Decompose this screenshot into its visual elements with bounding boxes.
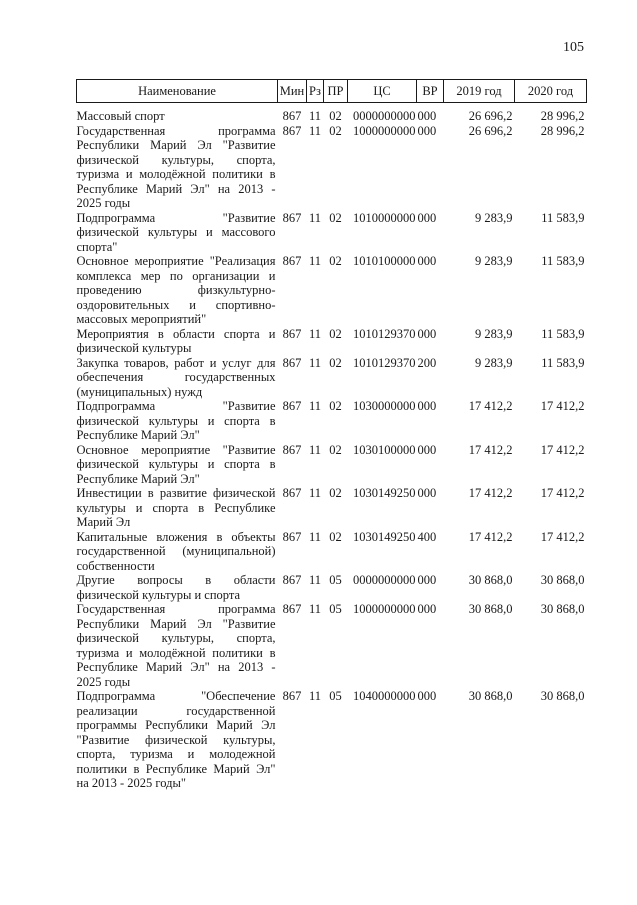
row-min: 867 [282,486,302,500]
row-min: 867 [282,326,302,341]
row-min: 867 [282,602,302,616]
row-name: Государственная программа Республики Марий Эл "Развитие физической культуры, спорта, туризма и молодёжной политики в Республике Марий Эл" на 2013 - 2025 годы [76,602,276,689]
row-pr: 02 [329,254,342,268]
row-name: Мероприятия в области спорта и физической культуры [76,326,276,355]
header-name: Наименование [77,80,278,103]
row-2019: 17 412,2 [468,442,513,457]
table-row [77,573,587,602]
row-rz: 11 [308,326,322,341]
row-cs: 1030149250 [353,486,416,500]
row-vr: 000 [417,689,437,703]
row-vr: 000 [417,399,437,413]
row-pr: 02 [329,210,342,225]
row-cs: 1000000000 [353,602,416,616]
header-pr: ПР [324,80,348,103]
row-rz: 11 [308,109,322,123]
row-rz: 11 [308,689,322,703]
table-row [77,211,587,255]
row-2020: 30 868,0 [540,689,585,703]
row-min: 867 [282,689,302,703]
table-row [77,124,587,211]
row-name: Другие вопросы в области физической культуры и спорта [76,573,276,602]
table-row [77,530,587,574]
row-name: Государственная программа Республики Марий Эл "Развитие физической культуры, спорта, туризма и молодёжной политики в Республике Марий Эл" на 2013 - 2025 годы [76,123,276,210]
row-rz: 11 [308,529,322,544]
row-cs: 0000000000 [353,573,416,587]
row-2019: 9 283,9 [475,355,513,370]
row-rz: 11 [308,210,322,225]
row-name: Основное мероприятие "Реализация комплекса мер по организации и проведению физкультурно-оздоровительных и спортивно-массовых мероприятий" [76,254,276,326]
row-pr: 02 [329,355,342,370]
row-min: 867 [282,109,302,123]
row-cs: 0000000000 [353,109,416,123]
row-2019: 17 412,2 [468,529,513,544]
row-cs: 1010100000 [353,254,416,268]
row-vr: 000 [417,602,437,616]
row-2020: 17 412,2 [540,442,585,457]
row-pr: 02 [329,529,342,544]
row-rz: 11 [308,355,322,370]
row-2019: 17 412,2 [468,399,513,413]
row-rz: 11 [308,254,322,268]
table-row [77,602,587,689]
page-number: 105 [563,40,584,55]
row-rz: 11 [308,399,322,413]
table-row [77,254,587,327]
row-min: 867 [282,442,302,457]
row-pr: 02 [329,326,342,341]
header-cs: ЦС [348,80,417,103]
row-min: 867 [282,529,302,544]
row-2020: 17 412,2 [540,399,585,413]
row-name: Подпрограмма "Обеспечение реализации государственной программы Республики Марий Эл "Развитие физической культуры, спорта, туризма и молодежной политики в Республике Марий Эл" на 2013 - 2025 годы" [76,689,276,790]
row-rz: 11 [308,442,322,457]
row-rz: 11 [308,123,322,138]
row-pr: 02 [329,123,342,138]
row-2020: 30 868,0 [540,602,585,616]
row-min: 867 [282,210,302,225]
row-2019: 30 868,0 [468,689,513,703]
row-vr: 400 [417,529,437,544]
row-cs: 1010129370 [353,326,416,341]
row-2019: 9 283,9 [475,254,513,268]
row-cs: 1010129370 [353,355,416,370]
row-pr: 05 [329,573,342,587]
row-name: Капитальные вложения в объекты государственной (муниципальной) собственности [76,529,276,573]
row-vr: 000 [417,123,437,138]
table-row [77,103,587,124]
row-min: 867 [282,573,302,587]
row-cs: 1030149250 [353,529,416,544]
row-vr: 000 [417,109,437,123]
row-2019: 30 868,0 [468,602,513,616]
row-min: 867 [282,123,302,138]
row-name: Инвестиции в развитие физической культуры и спорта в Республике Марий Эл [76,486,276,529]
table-row [77,327,587,356]
row-cs: 1010000000 [353,210,416,225]
row-pr: 05 [329,602,342,616]
row-vr: 000 [417,254,437,268]
row-2020: 17 412,2 [540,529,585,544]
row-vr: 000 [417,210,437,225]
row-2019: 9 283,9 [475,210,513,225]
row-pr: 02 [329,109,342,123]
row-name: Основное мероприятие "Развитие физической культуры и спорта в Республике Марий Эл" [76,442,276,486]
row-cs: 1030000000 [353,399,416,413]
table-row [77,356,587,400]
row-name: Массовый спорт [76,109,165,123]
row-2019: 26 696,2 [468,109,513,123]
row-vr: 200 [417,355,437,370]
budget-table [76,79,587,791]
row-name: Подпрограмма "Развитие физической культуры и массового спорта" [76,210,276,254]
row-2019: 9 283,9 [475,326,513,341]
row-2020: 11 583,9 [541,355,585,370]
header-2020: 2020 год [515,80,587,103]
row-vr: 000 [417,573,437,587]
row-rz: 11 [308,486,322,500]
header-2019: 2019 год [444,80,515,103]
row-cs: 1040000000 [353,689,416,703]
header-vr: ВР [417,80,444,103]
table-row [77,399,587,443]
row-name: Закупка товаров, работ и услуг для обеспечения государственных (муниципальных) нужд [76,355,276,399]
row-cs: 1000000000 [353,123,416,138]
row-vr: 000 [417,326,437,341]
row-rz: 11 [308,602,322,616]
row-vr: 000 [417,442,437,457]
row-pr: 02 [329,486,342,500]
row-2019: 30 868,0 [468,573,513,587]
row-2019: 17 412,2 [468,486,513,500]
table-row [77,443,587,487]
row-min: 867 [282,355,302,370]
row-pr: 02 [329,399,342,413]
row-name: Подпрограмма "Развитие физической культуры и спорта в Республике Марий Эл" [76,399,276,442]
row-2020: 28 996,2 [540,109,585,123]
row-cs: 1030100000 [353,442,416,457]
table-header [77,80,587,103]
row-2020: 11 583,9 [541,210,585,225]
row-2020: 17 412,2 [540,486,585,500]
table-body [77,103,587,791]
header-rz: Рз [307,80,324,103]
row-2020: 11 583,9 [541,254,585,268]
row-pr: 02 [329,442,342,457]
row-vr: 000 [417,486,437,500]
header-min: Мин [278,80,307,103]
row-2020: 11 583,9 [541,326,585,341]
row-2019: 26 696,2 [468,123,513,138]
row-min: 867 [282,399,302,413]
row-2020: 30 868,0 [540,573,585,587]
row-2020: 28 996,2 [540,123,585,138]
row-min: 867 [282,254,302,268]
row-pr: 05 [329,689,342,703]
row-rz: 11 [308,573,322,587]
table-row [77,689,587,791]
table-row [77,486,587,530]
